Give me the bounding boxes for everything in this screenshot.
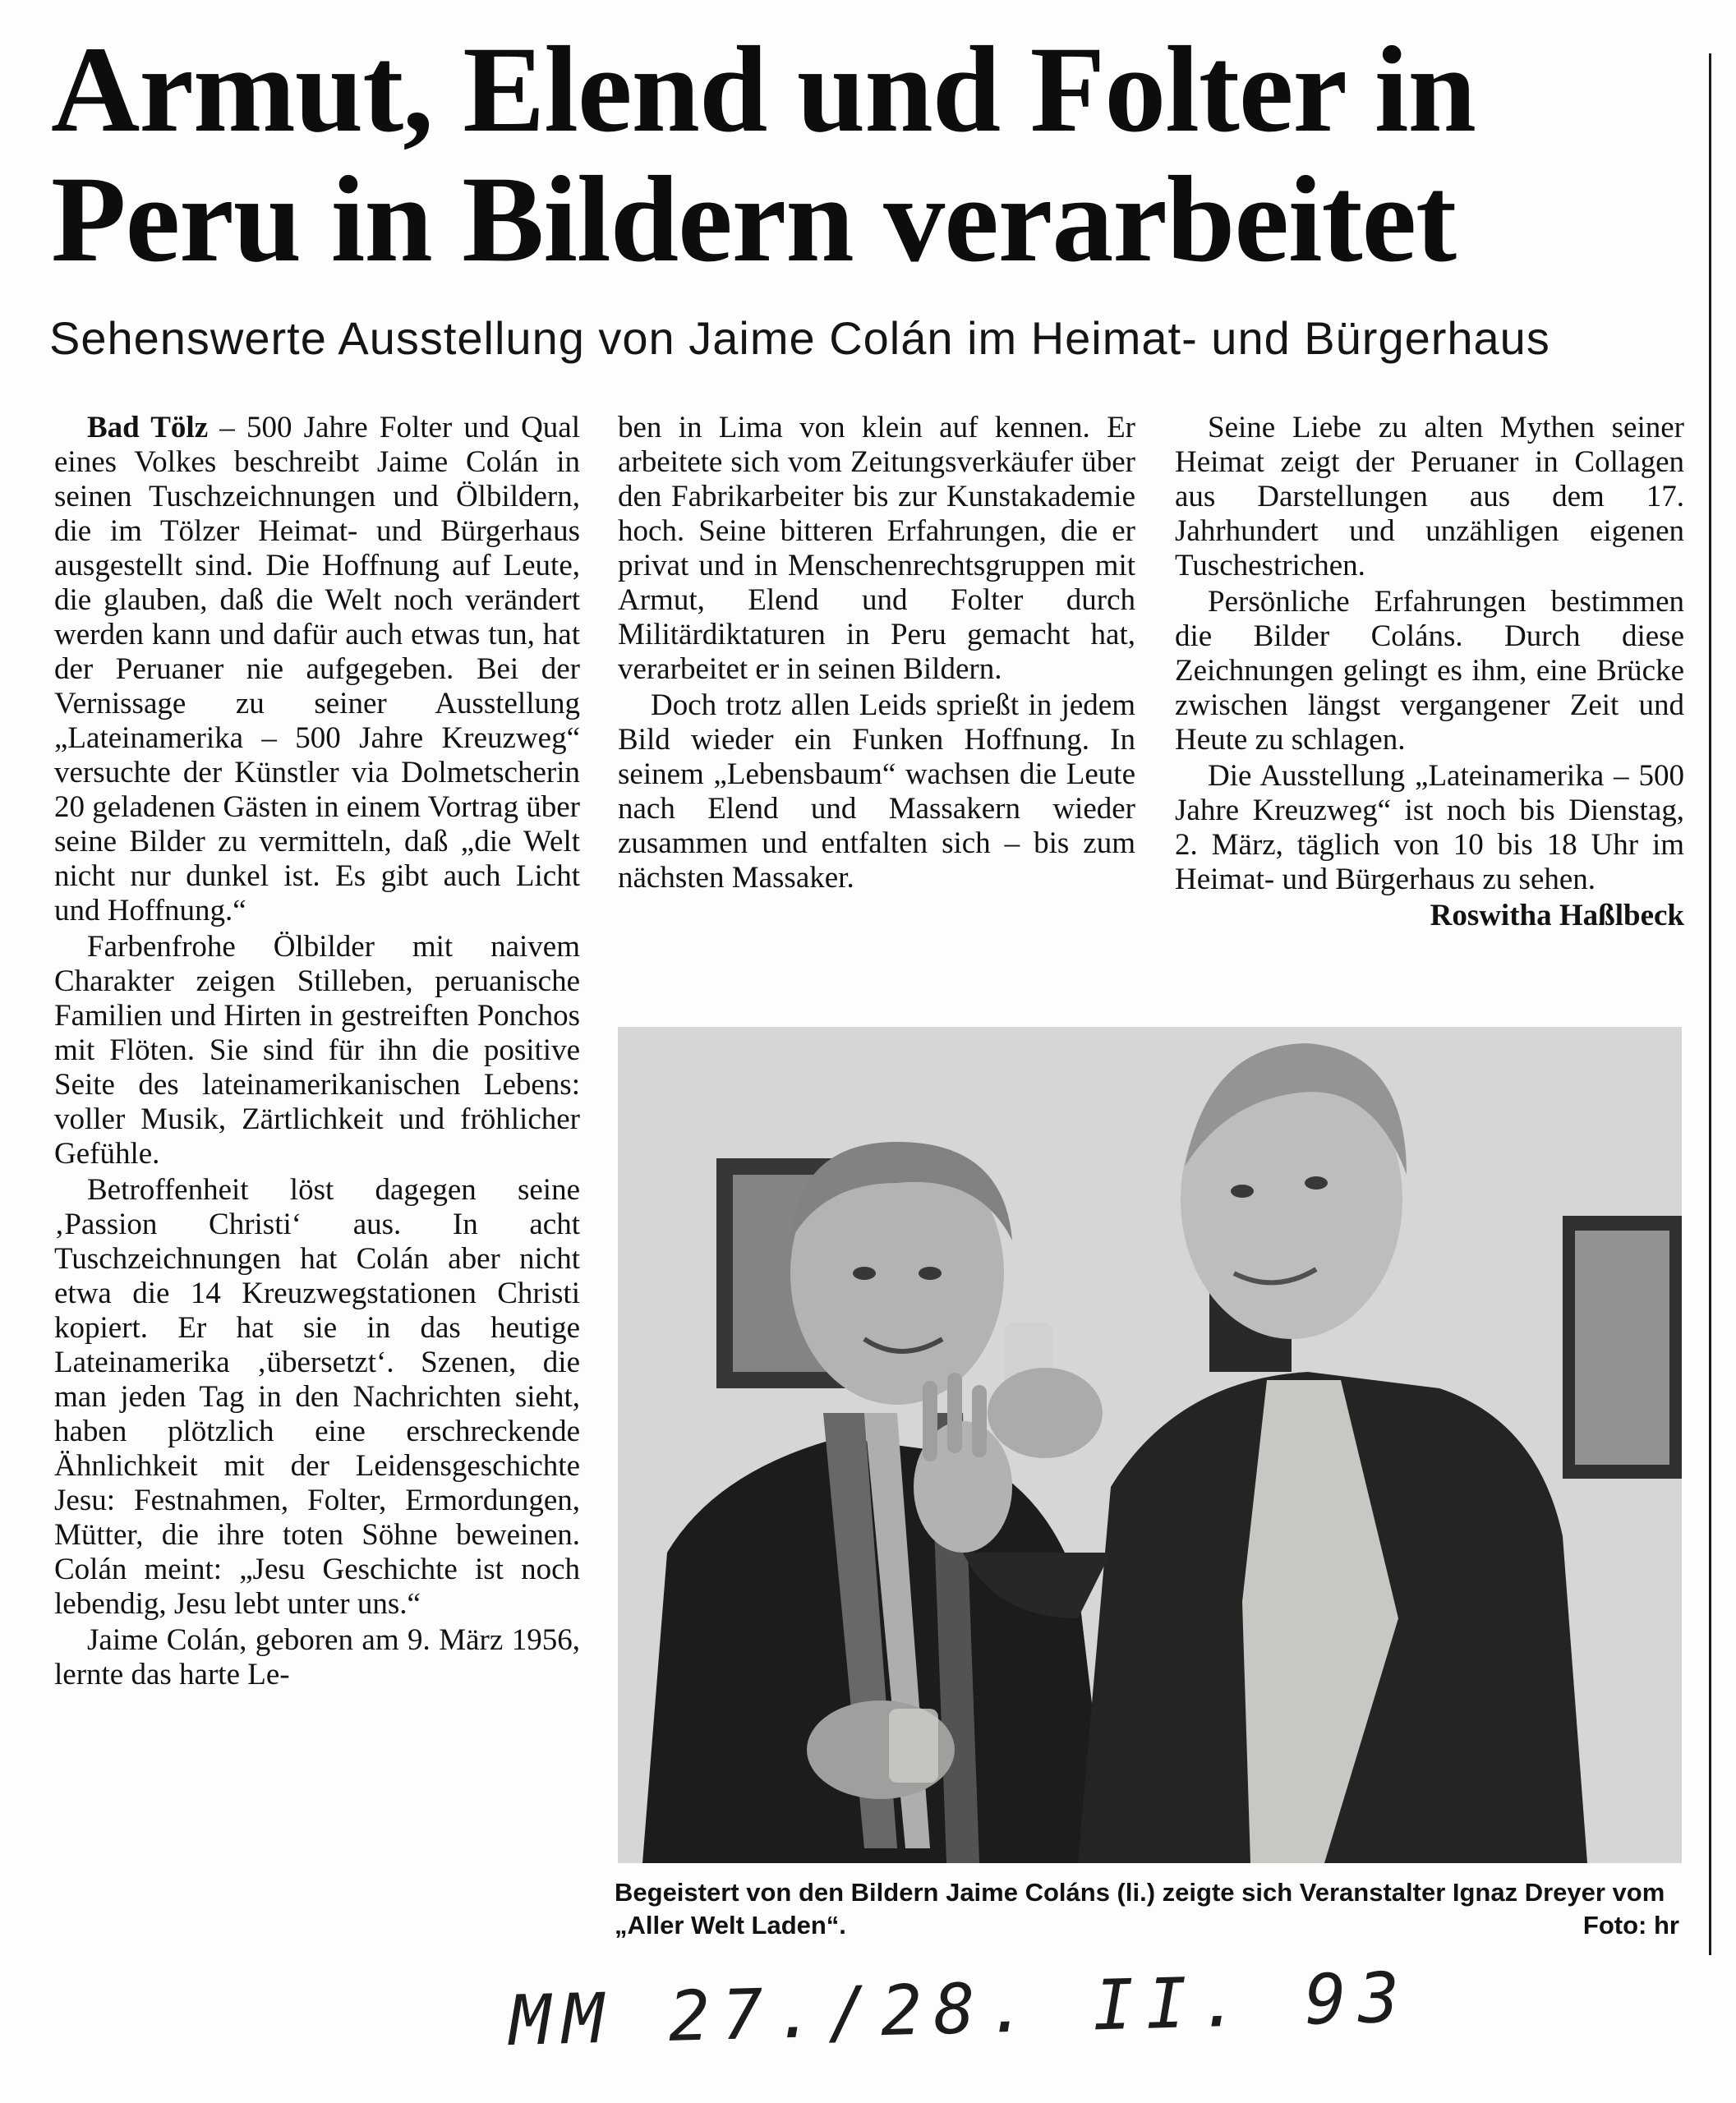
photo-caption-block (615, 1876, 1683, 1942)
photo-two-men-illustration (618, 1027, 1682, 1863)
paragraph: Die Ausstellung „Lateinamerika – 500 Jahre Kreuzweg“ ist noch bis Dienstag, 2. März, täglich von 10 bis 18 Uhr im Heimat- und Bürgerhaus zu sehen. (1175, 759, 1684, 896)
headline-line-2: Peru in Bildern verarbeitet (51, 151, 1457, 288)
paragraph: Jaime Colán, geboren am 9. März 1956, lernte das harte Le- (54, 1623, 580, 1691)
paragraph-text: – 500 Jahre Folter und Qual eines Volkes beschreibt Jaime Colán in seinen Tuschzeichnungen und Ölbildern, die im Tölzer Heimat- und Bürgerhaus ausgestellt sind. Die Hoffnung auf Leute, die glauben, daß die Welt noch verändert werden kann und dafür auch etwas tun, hat der Peruaner nie aufgegeben. Bei der Vernissage zu seiner Ausstellung „Lateinamerika – 500 Jahre Kreuzweg“ versuchte der Künstler via Dolmetscherin 20 geladenen Gästen in einem Vortrag über seine Bilder zu vermitteln, daß „die Welt nicht nur dunkel ist. Es gibt auch Licht und Hoffnung.“ (54, 411, 580, 927)
dateline: Bad Tölz (87, 411, 209, 444)
headline-line-1: Armut, Elend und Folter in (51, 21, 1476, 158)
article-column-3 (1175, 411, 1684, 933)
paragraph: Betroffenheit löst dagegen seine ‚Passion Christi‘ aus. In acht Tuschzeichnungen hat Colán aber nicht etwa die 14 Kreuzwegstationen Christi kopiert. Er hat sie in das heutige Lateinamerika ‚übersetzt‘. Szenen, die man jeden Tag in den Nachrichten sieht, haben plötzlich eine erschreckende Ähnlichkeit mit der Leidensgeschichte Jesu: Festnahmen, Folter, Ermordungen, Mütter, die ihre toten Söhne beweinen. Colán meint: „Jesu Geschichte ist noch lebendig, Jesu lebt unter uns.“ (54, 1173, 580, 1621)
subheadline: Sehenswerte Ausstellung von Jaime Colán im Heimat- und Bürgerhaus (49, 312, 1550, 364)
handwritten-date-note: MM 27./28. II. 93 (508, 1957, 1412, 2061)
article-column-2 (618, 411, 1135, 895)
paragraph: Seine Liebe zu alten Mythen seiner Heimat zeigt der Peruaner in Collagen aus Darstellungen aus dem 17. Jahrhundert und unzähligen eigenen Tuschestrichen. (1175, 411, 1684, 582)
paragraph: ben in Lima von klein auf kennen. Er arbeitete sich vom Zeitungsverkäufer über den Fabrikarbeiter bis zur Kunstakademie hoch. Seine bitteren Erfahrungen, die er privat und in Menschenrechtsgruppen mit Armut, Elend und Folter durch Militärdiktaturen in Peru gemacht hat, verarbeitet er in seinen Bildern. (618, 411, 1135, 686)
paragraph (54, 411, 580, 928)
headline (51, 21, 1694, 288)
photo-caption: Begeistert von den Bildern Jaime Coláns (li.) zeigte sich Veranstalter Ignaz Dreyer vom „Aller Welt Laden“. (615, 1878, 1665, 1940)
paragraph: Farbenfrohe Ölbilder mit naivem Charakter zeigen Stilleben, peruanische Familien und Hirten in gestreiften Ponchos mit Flöten. Sie sind für ihn die positive Seite des lateinamerikanischen Lebens: voller Musik, Zärtlichkeit und fröhlicher Gefühle. (54, 930, 580, 1171)
article-column-1 (54, 411, 580, 1692)
paragraph: Doch trotz allen Leids sprießt in jedem Bild wieder ein Funken Hoffnung. In seinem „Lebensbaum“ wachsen die Leute nach Elend und Massakern wieder zusammen und entfalten sich – bis zum nächsten Massaker. (618, 688, 1135, 895)
byline: Roswitha Haßlbeck (1430, 899, 1684, 932)
paragraph: Persönliche Erfahrungen bestimmen die Bilder Coláns. Durch diese Zeichnungen gelingt es ihm, eine Brücke zwischen längst vergangener Zeit und Heute zu schlagen. (1175, 585, 1684, 757)
column-rule (1709, 53, 1711, 1955)
article-photo (618, 1027, 1682, 1863)
photo-credit: Foto: hr (1582, 1911, 1679, 1940)
